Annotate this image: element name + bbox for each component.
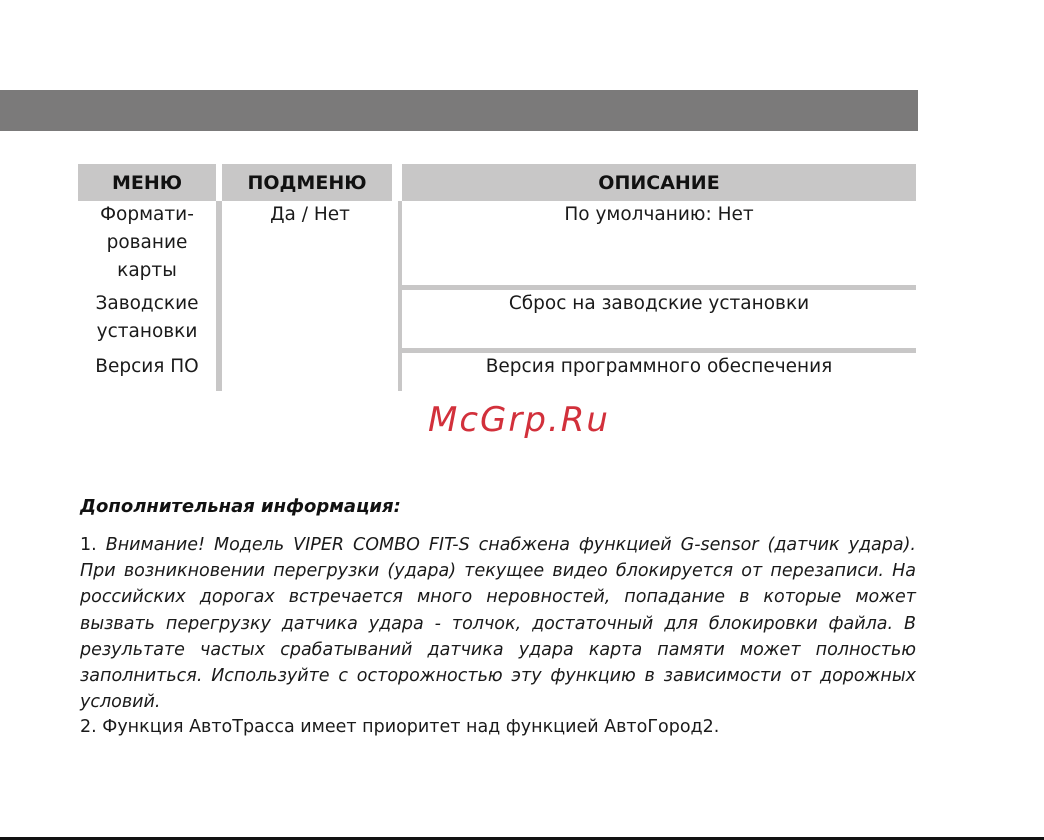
header-submenu: ПОДМЕНЮ [222,164,402,201]
header-menu: МЕНЮ [78,164,222,201]
watermark: McGrp.Ru [428,400,610,440]
table-row [78,201,916,285]
info-paragraph-1 [80,532,916,715]
header-description: ОПИСАНИЕ [402,164,916,201]
cell-description: Версия программного обеспечения [485,356,833,377]
menu-label: Заводские установки [95,293,199,342]
table-row [78,353,916,391]
cell-submenu [222,353,402,391]
info-title: Дополнительная информация: [80,496,401,517]
cell-menu [78,290,222,348]
table-row [78,290,916,348]
cell-description: По умолчанию: Нет [564,204,754,225]
paragraph-text: Внимание! Модель VIPER COMBO FIT-S снабжена функцией G-sensor (датчик удара). При возникновении перегрузки (удара) текущее видео блокируется от перезаписи. На российских дорогах встречается много неровностей, попадание в которые может вызвать перегрузку датчика удара - толчок, достаточный для блокировки файла. В результате частых срабатываний датчика удара карта памяти может полностью заполниться. Используйте с осторожностью эту функцию в зависимости от дорожных условий. [80,535,916,713]
info-paragraph-2: 2. Функция АвтоТрасса имеет приоритет над функцией АвтоГород2. [80,717,720,737]
menu-label: Формати- рование карты [100,204,194,281]
cell-menu: Версия ПО [78,353,222,391]
cell-submenu: Да / Нет [222,201,402,285]
cell-submenu [222,290,402,348]
header-bar [0,90,918,131]
paragraph-number: 1. [80,535,97,555]
table-header-row [78,164,916,201]
settings-table [78,164,916,391]
cell-description: Сброс на заводские установки [508,293,810,314]
cell-menu [78,201,222,285]
